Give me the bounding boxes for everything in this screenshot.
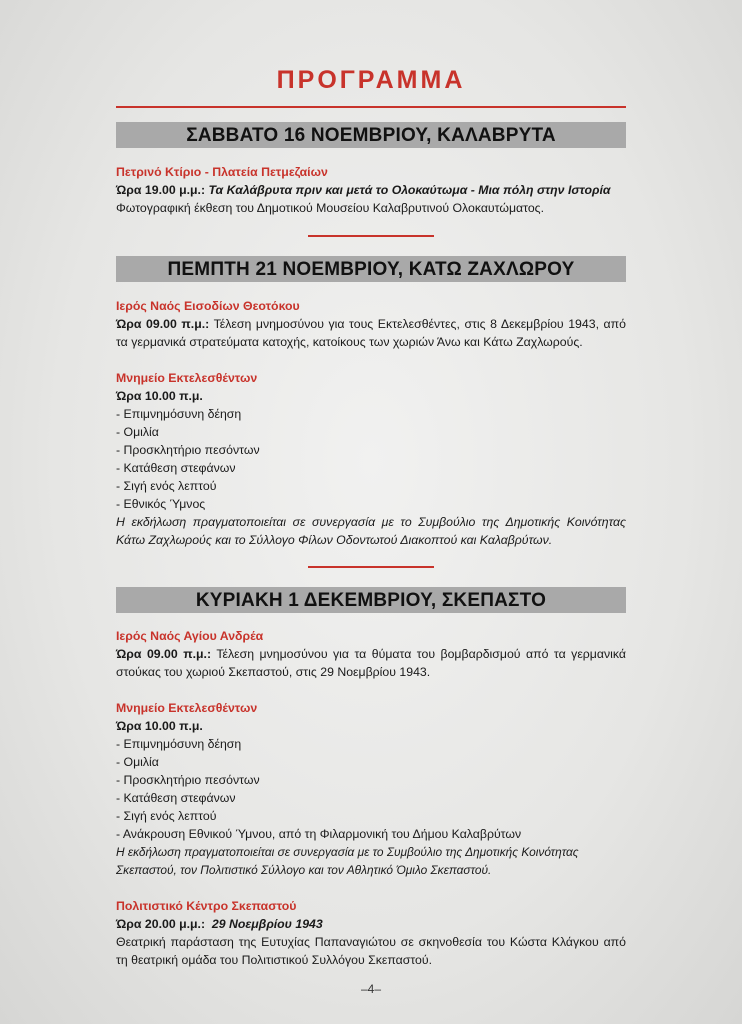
event-description: Θεατρική παράσταση της Ευτυχίας Παπαναγιώτου σε σκηνοθεσία του Κώστα Κλάγκου από τη θεατρική ομάδα του Πολιτιστικού Συλλόγου Σκεπαστού. — [116, 935, 626, 967]
title-rule — [116, 106, 626, 108]
event — [116, 163, 626, 217]
event — [116, 297, 626, 549]
event-location: Πετρινό Κτίριο - Πλατεία Πετμεζαίων — [116, 165, 328, 179]
page-title: ΠΡΟΓΡΑΜΜΑ — [276, 66, 466, 94]
event-location: Μνημείο Εκτελεσθέντων — [116, 371, 258, 385]
program-item: - Σιγή ενός λεπτού — [116, 809, 217, 823]
event-time: Ώρα 09.00 π.μ.: — [116, 647, 212, 661]
event-note: Η εκδήλωση πραγματοποιείται σε συνεργασία με το Συμβούλιο της Δημοτικής Κοινότητας Κάτω Ζαχλωρούς και το Σύλλογο Φίλων Οδοντωτού Διακοπτού και Καλαβρύτων. — [116, 515, 626, 547]
event — [116, 627, 626, 969]
program-item: - Εθνικός Ύμνος — [116, 497, 206, 511]
event-title: Τα Καλάβρυτα πριν και μετά το Ολοκαύτωμα - Μια πόλη στην Ιστορία — [205, 183, 611, 197]
event-description: Φωτογραφική έκθεση του Δημοτικού Μουσείου Καλαβρυτινού Ολοκαυτώματος. — [116, 201, 545, 215]
event-time: Ώρα 09.00 π.μ.: — [116, 317, 210, 331]
section-heading: ΠΕΜΠΤΗ 21 ΝΟΕΜΒΡΙΟΥ, ΚΑΤΩ ΖΑΧΛΩΡΟΥ — [116, 256, 626, 282]
section-heading: ΚΥΡΙΑΚΗ 1 ΔΕΚΕΜΒΡΙΟΥ, ΣΚΕΠΑΣΤΟ — [116, 587, 626, 613]
program-item: - Προσκλητήριο πεσόντων — [116, 773, 260, 787]
event-location: Ιερός Ναός Εισοδίων Θεοτόκου — [116, 299, 300, 313]
event-location: Μνημείο Εκτελεσθέντων — [116, 701, 258, 715]
event-description: Τέλεση μνημοσύνου για τους Εκτελεσθέντες, στις 8 Δεκεμβρίου 1943, από τα γερμανικά στρατεύματα κατοχής, κατοίκους των χωριών Άνω και Κάτω Ζαχλωρούς. — [116, 317, 626, 349]
program-item: - Ανάκρουση Εθνικού Ύμνου, από τη Φιλαρμονική του Δήμου Καλαβρύτων — [116, 827, 522, 841]
event-location: Πολιτιστικό Κέντρο Σκεπαστού — [116, 899, 297, 913]
event-location: Ιερός Ναός Αγίου Ανδρέα — [116, 629, 264, 643]
program-item: - Κατάθεση στεφάνων — [116, 791, 236, 805]
event-note: Η εκδήλωση πραγματοποιείται σε συνεργασία με το Συμβούλιο της Δημοτικής Κοινότητας Σκεπαστού, τον Πολιτιστικό Σύλλογο και τον Αθλητικό Όμιλο Σκεπαστού. — [116, 845, 579, 877]
event-time: Ώρα 10.00 π.μ. — [116, 389, 203, 403]
section-heading: ΣΑΒΒΑΤΟ 16 ΝΟΕΜΒΡΙΟΥ, ΚΑΛΑΒΡΥΤΑ — [116, 122, 626, 148]
program-item: - Σιγή ενός λεπτού — [116, 479, 217, 493]
program-item: - Κατάθεση στεφάνων — [116, 461, 236, 475]
event-title: 29 Νοεμβρίου 1943 — [205, 917, 323, 931]
page-number: –4– — [360, 982, 382, 996]
program-item: - Ομιλία — [116, 755, 159, 769]
section-divider — [308, 566, 434, 568]
event-time: Ώρα 20.00 μ.μ.: — [116, 917, 206, 931]
event-time: Ώρα 19.00 μ.μ.: — [116, 183, 206, 197]
program-item: - Επιμνημόσυνη δέηση — [116, 737, 242, 751]
event-description: Τέλεση μνημοσύνου για τα θύματα του βομβαρδισμού από τα γερμανικά στούκας του χωριού Σκεπαστού, στις 29 Νοεμβρίου 1943. — [116, 647, 626, 679]
program-item: - Ομιλία — [116, 425, 159, 439]
program-item: - Επιμνημόσυνη δέηση — [116, 407, 242, 421]
event-time: Ώρα 10.00 π.μ. — [116, 719, 203, 733]
section-divider — [308, 235, 434, 237]
program-item: - Προσκλητήριο πεσόντων — [116, 443, 260, 457]
